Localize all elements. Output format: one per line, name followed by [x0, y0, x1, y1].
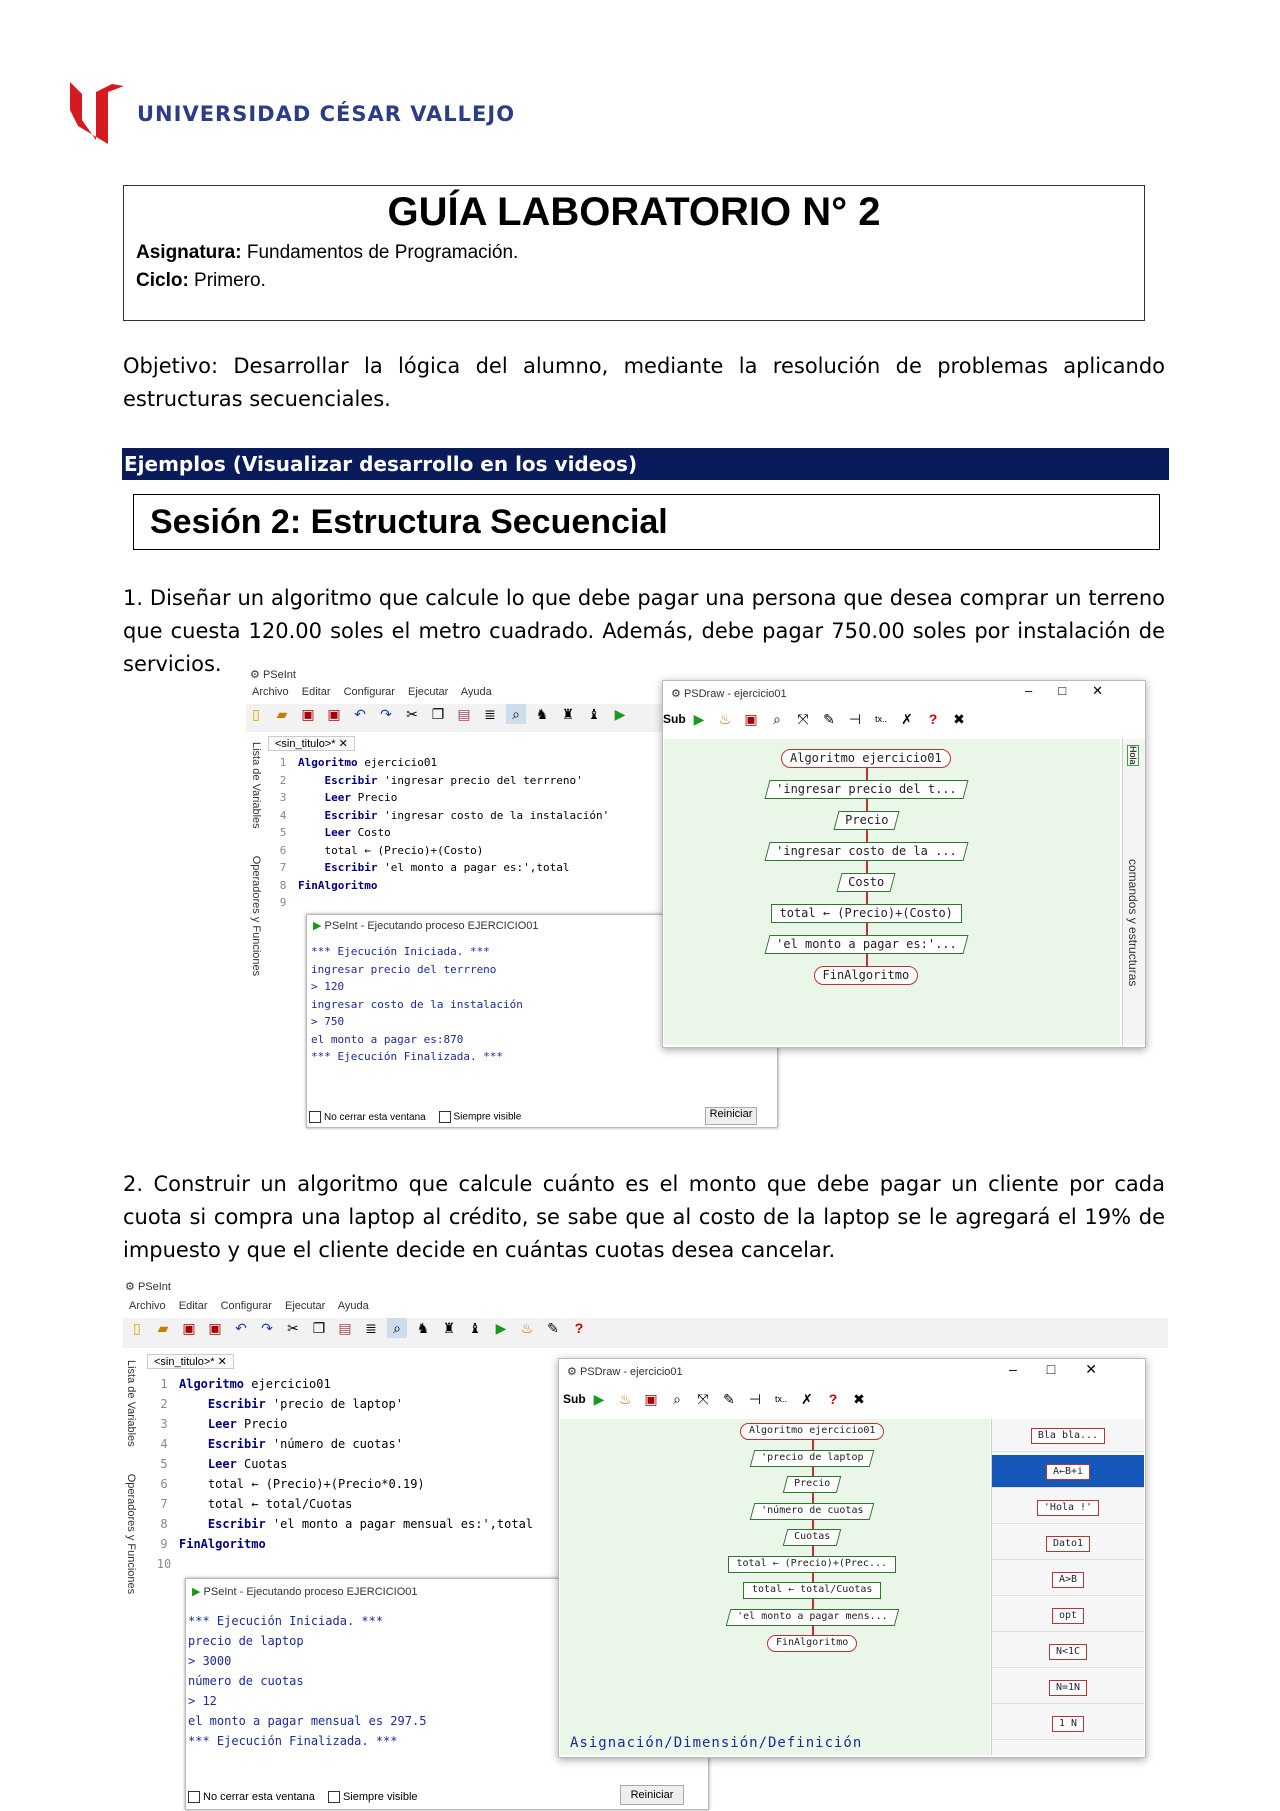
- help-icon[interactable]: ?: [828, 1391, 838, 1407]
- toolbar: [123, 1318, 1168, 1348]
- console-options: [309, 1111, 521, 1123]
- close-tab-icon[interactable]: ✕: [338, 738, 348, 750]
- flowchart-node[interactable]: [767, 1635, 857, 1652]
- variables-list-tab[interactable]: Lista de Variables: [250, 742, 262, 829]
- cycle-label: Ciclo:: [136, 270, 189, 291]
- flowchart-connector: [866, 768, 868, 780]
- console-line: *** Ejecución Finalizada. ***: [311, 1050, 504, 1063]
- console-line: *** Ejecución Iniciada. ***: [188, 1614, 384, 1628]
- flowchart-connector: [812, 1626, 814, 1636]
- code-text: Precio: [350, 791, 398, 804]
- palette-item-label: N<1C: [1049, 1644, 1087, 1660]
- line-number: 10: [156, 1557, 172, 1571]
- line-number: 6: [279, 843, 287, 857]
- paste-icon[interactable]: ▤: [338, 1320, 352, 1336]
- palette-item[interactable]: [992, 1671, 1144, 1704]
- code-keyword: FinAlgoritmo: [298, 878, 378, 892]
- code-text: ejercicio01: [357, 756, 438, 769]
- copy-icon[interactable]: ❐: [312, 1320, 326, 1336]
- menu-editar[interactable]: Editar: [301, 686, 331, 698]
- step-icon[interactable]: ♨: [520, 1320, 534, 1336]
- flowchart-connector: [812, 1493, 814, 1503]
- line-number: 4: [160, 1437, 168, 1451]
- flowchart-node-label: Algoritmo ejercicio01: [790, 751, 942, 765]
- palette-item[interactable]: [992, 1527, 1144, 1560]
- flowchart-node[interactable]: [750, 1450, 875, 1467]
- line-number: 5: [279, 826, 287, 839]
- flowchart-connector: [812, 1573, 814, 1583]
- always-visible-label: Siempre visible: [453, 1111, 522, 1123]
- flowchart-node-label: total ← (Precio)+(Costo): [779, 906, 953, 920]
- flowchart-node[interactable]: [740, 1423, 884, 1440]
- flowchart-connector: [812, 1520, 814, 1530]
- title-box: [123, 185, 1145, 321]
- no-close-label: No cerrar esta ventana: [324, 1111, 426, 1123]
- psdraw-app-icon: ⚙: [671, 688, 681, 700]
- menu-configurar[interactable]: Configurar: [220, 1300, 272, 1312]
- flowchart-connector: [866, 799, 868, 811]
- code-text: 'número de cuotas': [265, 1437, 403, 1451]
- step-icon[interactable]: ♨: [618, 1391, 632, 1407]
- close-icon[interactable]: ✕: [1092, 683, 1129, 698]
- pseint-title: PSeInt: [137, 1281, 171, 1293]
- code-text: 'el monto a pagar es:',total: [377, 861, 570, 874]
- code-keyword: FinAlgoritmo: [179, 1537, 266, 1551]
- flowchart-connector: [866, 923, 868, 935]
- code-keyword: Leer: [179, 1417, 237, 1431]
- section-banner: Ejemplos (Visualizar desarrollo en los videos): [122, 448, 1169, 480]
- console-line: ingresar precio del terrreno: [311, 962, 497, 976]
- redo-icon[interactable]: ↷: [261, 1320, 273, 1336]
- flowchart-node[interactable]: [771, 904, 962, 923]
- flowchart-connector: [866, 892, 868, 904]
- save-icon[interactable]: ▣: [182, 1320, 196, 1336]
- always-visible-label: Siempre visible: [342, 1790, 418, 1803]
- code-keyword: Escribir: [179, 1437, 266, 1451]
- flowchart-node[interactable]: [783, 1476, 842, 1493]
- flowchart-node-label: Precio: [844, 813, 888, 827]
- cut-icon[interactable]: ✂: [287, 1320, 299, 1336]
- psdraw-window-2: [558, 1358, 1146, 1758]
- institution-name: UNIVERSIDAD CÉSAR VALLEJO: [137, 102, 516, 126]
- text-icon[interactable]: tx..: [774, 1394, 787, 1404]
- palette-item[interactable]: [992, 1455, 1144, 1488]
- run-icon[interactable]: ▶: [593, 1391, 605, 1407]
- binoculars-icon[interactable]: ♞: [535, 706, 549, 722]
- help-icon[interactable]: ?: [928, 711, 938, 727]
- find-next-icon[interactable]: ♜: [561, 706, 575, 722]
- commands-panel-label[interactable]: comandos y estructuras: [1126, 859, 1140, 987]
- flowchart-node-label: 'precio de laptop: [761, 1451, 864, 1463]
- psdraw-window-1: [662, 680, 1146, 1048]
- flowchart-node-label: FinAlgoritmo: [822, 968, 910, 982]
- close-icon[interactable]: ✕: [1085, 1361, 1127, 1377]
- indent-icon[interactable]: ≣: [484, 706, 496, 722]
- menu-bar: [252, 686, 492, 698]
- cut-icon[interactable]: ⊣: [748, 1391, 762, 1407]
- subject-value: Fundamentos de Programación.: [241, 242, 519, 263]
- palette-item[interactable]: [992, 1707, 1144, 1740]
- flowchart-area: [560, 1419, 990, 1755]
- line-number: 2: [160, 1397, 168, 1411]
- line-number: 8: [160, 1517, 168, 1531]
- menu-editar[interactable]: Editar: [178, 1300, 208, 1312]
- operators-tab[interactable]: Operadores y Funciones: [250, 855, 262, 977]
- subject-label: Asignatura:: [136, 242, 242, 263]
- step-icon[interactable]: ♨: [718, 711, 732, 727]
- pseint-title: PSeInt: [262, 669, 296, 681]
- hola-icon[interactable]: Hola: [1128, 746, 1138, 765]
- console-title: PSeInt - Ejecutando proceso EJERCICIO01: [203, 1586, 418, 1598]
- console-line: *** Ejecución Iniciada. ***: [311, 945, 490, 958]
- close-diagram-icon[interactable]: ✖: [853, 1391, 865, 1407]
- cycle-line: [136, 270, 266, 292]
- exercise2-text: 2. Construir un algoritmo que calcule cuánto es el monto que debe pagar un cliente por cada cuota si compra una laptop al crédito, se sabe que al costo de la laptop se le agregará el 19% de impuesto y que el cliente decide en cuántas cuotas desea cancelar.: [123, 1172, 1165, 1262]
- line-number: 1: [160, 1377, 168, 1391]
- editor-tab[interactable]: [147, 1354, 234, 1369]
- flowchart-node-label: Costo: [848, 875, 885, 889]
- minimize-icon[interactable]: –: [1025, 683, 1059, 698]
- copy-icon[interactable]: ❐: [431, 706, 445, 722]
- console-output: [311, 943, 523, 1066]
- console-line: el monto a pagar mensual es 297.5: [188, 1714, 427, 1728]
- code-keyword: Escribir: [179, 1397, 266, 1411]
- psdraw-title-bar: [671, 687, 787, 700]
- search-icon[interactable]: ⌕: [387, 1318, 407, 1338]
- open-icon[interactable]: ▰: [157, 1320, 169, 1336]
- menu-archivo[interactable]: Archivo: [252, 686, 289, 698]
- code-keyword: Leer: [179, 1457, 237, 1471]
- fit-icon[interactable]: ⤧: [697, 1391, 709, 1407]
- flowchart-node-label: 'número de cuotas: [761, 1504, 864, 1516]
- no-close-checkbox[interactable]: [188, 1791, 200, 1803]
- console-line: > 750: [311, 1015, 345, 1028]
- menu-archivo[interactable]: Archivo: [129, 1300, 166, 1312]
- undo-icon[interactable]: ↶: [235, 1320, 247, 1336]
- psdraw-title-bar: [567, 1365, 683, 1378]
- code-text: total ← (Precio)+(Precio*0.19): [179, 1477, 425, 1491]
- palette-item[interactable]: [992, 1419, 1144, 1452]
- subject-line: [136, 242, 518, 264]
- flowchart-node[interactable]: [750, 1503, 875, 1520]
- pseint-title-bar: [250, 668, 296, 681]
- menu-configurar[interactable]: Configurar: [343, 686, 395, 698]
- paste-icon[interactable]: ▤: [457, 706, 471, 722]
- indent-icon[interactable]: ≣: [365, 1320, 377, 1336]
- code-keyword: Escribir: [298, 773, 378, 787]
- status-text: Asignación/Dimensión/Definición: [570, 1735, 863, 1751]
- palette-item-label: Bla bla...: [1031, 1428, 1105, 1444]
- console-title-bar: [313, 919, 539, 932]
- code-text: total ← total/Cuotas: [179, 1497, 353, 1511]
- palette-item[interactable]: [992, 1491, 1144, 1524]
- save-as-icon[interactable]: ▣: [327, 706, 341, 722]
- save-as-icon[interactable]: ▣: [208, 1320, 222, 1336]
- console-options: [188, 1791, 418, 1803]
- console-line: precio de laptop: [188, 1634, 304, 1648]
- palette-item-label: opt: [1052, 1608, 1084, 1624]
- pseint-app-icon: ⚙: [250, 669, 260, 681]
- flowchart-icon[interactable]: ✎: [547, 1320, 559, 1336]
- editor-tab-label: <sin_titulo>*: [275, 738, 336, 750]
- flowchart-node[interactable]: [728, 1556, 897, 1573]
- menu-ejecutar[interactable]: Ejecutar: [407, 686, 449, 698]
- code-keyword: Leer: [298, 826, 351, 839]
- code-keyword: Algoritmo: [298, 756, 358, 769]
- find-next-icon[interactable]: ♜: [442, 1320, 456, 1336]
- no-close-label: No cerrar esta ventana: [203, 1790, 315, 1803]
- zoom-icon[interactable]: ⌕: [673, 1391, 681, 1407]
- run-icon[interactable]: ▶: [693, 711, 705, 727]
- flowchart-node-label: Precio: [794, 1478, 831, 1489]
- flowchart-node-label: 'ingresar precio del t...: [775, 782, 957, 796]
- close-tab-icon[interactable]: ✕: [217, 1356, 227, 1368]
- menu-bar: [129, 1300, 369, 1312]
- console-title: PSeInt - Ejecutando proceso EJERCICIO01: [324, 920, 539, 932]
- pseint-app-icon: ⚙: [125, 1281, 135, 1293]
- palette-item-label: Dato1: [1046, 1536, 1090, 1552]
- flowchart-node-label: 'el monto a pagar es:'...: [775, 937, 957, 951]
- restart-button[interactable]: Reiniciar: [705, 1107, 757, 1125]
- line-number: 3: [279, 791, 287, 804]
- new-file-icon[interactable]: ▯: [252, 706, 260, 722]
- palette-item[interactable]: [992, 1563, 1144, 1596]
- flowchart-node-label: total ← (Precio)+(Prec...: [736, 1557, 888, 1569]
- new-file-icon[interactable]: ▯: [133, 1320, 141, 1336]
- code-text: Precio: [236, 1417, 288, 1431]
- cut-icon[interactable]: ✂: [406, 706, 418, 722]
- minimize-icon[interactable]: –: [1009, 1361, 1047, 1377]
- line-number: 5: [160, 1457, 168, 1471]
- flowchart-connector: [812, 1546, 814, 1556]
- replace-icon[interactable]: ♝: [468, 1320, 482, 1336]
- menu-ejecutar[interactable]: Ejecutar: [284, 1300, 326, 1312]
- cycle-value: Primero.: [188, 270, 266, 291]
- flowchart-node[interactable]: [781, 749, 951, 768]
- palette-panel: [991, 1419, 1144, 1755]
- console-line: > 3000: [188, 1654, 232, 1668]
- code-keyword: Algoritmo: [179, 1377, 245, 1391]
- flowchart-node-label: total ← total/Cuotas: [752, 1584, 873, 1595]
- console-line: > 120: [311, 980, 345, 993]
- university-logo-icon: [68, 80, 126, 146]
- code-text: Costo: [350, 826, 391, 839]
- line-number: 9: [160, 1537, 168, 1551]
- run-icon: ▶: [313, 920, 322, 932]
- code-text: 'ingresar costo de la instalación': [377, 808, 610, 822]
- flowchart-node-label: Algoritmo ejercicio01: [749, 1425, 876, 1436]
- flowchart-node[interactable]: [783, 1529, 842, 1546]
- always-visible-checkbox[interactable]: [328, 1791, 340, 1803]
- menu-ayuda[interactable]: Ayuda: [460, 686, 492, 698]
- console-title-bar: [192, 1585, 418, 1598]
- flowchart-connector: [812, 1599, 814, 1609]
- palette-item-label: A←B+i: [1046, 1464, 1090, 1480]
- code-keyword: Escribir: [298, 861, 378, 874]
- flowchart-node[interactable]: [764, 780, 968, 799]
- redo-icon[interactable]: ↷: [380, 706, 392, 722]
- code-keyword: Leer: [298, 791, 351, 804]
- code-text: 'el monto a pagar mensual es:',total: [265, 1517, 534, 1531]
- always-visible-checkbox[interactable]: [439, 1111, 451, 1123]
- run-icon[interactable]: ▶: [495, 1320, 507, 1336]
- fit-icon[interactable]: ⤧: [797, 711, 809, 727]
- psdraw-toolbar: [663, 709, 1145, 735]
- flowchart-node[interactable]: [764, 842, 968, 861]
- exercise1-text: 1. Diseñar un algoritmo que calcule lo que debe pagar una persona que desea comprar un terreno que cuesta 120.00 soles el metro cuadrado. Además, debe pagar 750.00 soles por instalación de servicios.: [123, 586, 1165, 676]
- console-line: ingresar costo de la instalación: [311, 997, 523, 1011]
- console-output: [188, 1611, 426, 1751]
- sub-icon[interactable]: Sub: [663, 712, 686, 726]
- flowchart-node[interactable]: [725, 1609, 898, 1626]
- operators-tab[interactable]: Operadores y Funciones: [125, 1473, 137, 1595]
- window-controls: [1025, 683, 1129, 699]
- palette-item-label: 1 N: [1052, 1716, 1084, 1732]
- line-number: 9: [279, 896, 287, 909]
- replace-icon[interactable]: ♝: [587, 706, 601, 722]
- line-number: 8: [279, 878, 287, 892]
- editor-tab-label: <sin_titulo>*: [154, 1356, 215, 1368]
- flowchart-node-label: FinAlgoritmo: [776, 1637, 849, 1648]
- code-text: 'ingresar precio del terrreno': [377, 773, 583, 787]
- editor-tab[interactable]: [268, 736, 355, 751]
- save-icon[interactable]: ▣: [301, 706, 315, 722]
- erase-icon[interactable]: ✗: [901, 711, 913, 727]
- save-icon[interactable]: ▣: [744, 711, 758, 727]
- line-number: 2: [279, 773, 287, 787]
- line-number: 1: [279, 756, 287, 769]
- text-icon[interactable]: tx..: [874, 714, 887, 724]
- flowchart-connector: [866, 861, 868, 873]
- code-text: 'precio de laptop': [265, 1397, 403, 1411]
- line-number: 7: [160, 1497, 168, 1511]
- objective-paragraph: Objetivo: Desarrollar la lógica del alumno, mediante la resolución de problemas aplicando estructuras secuenciales.: [123, 354, 1165, 411]
- line-number: 4: [279, 808, 287, 822]
- flowchart-connector: [812, 1440, 814, 1450]
- psdraw-toolbar: [563, 1389, 1143, 1415]
- help-icon[interactable]: ?: [574, 1320, 584, 1336]
- psdraw-title: PSDraw - ejercicio01: [579, 1366, 683, 1378]
- line-number: 6: [160, 1477, 168, 1491]
- pseint-title-bar: [125, 1280, 171, 1293]
- sidebar-vertical: [250, 742, 262, 1112]
- line-number: 3: [160, 1417, 168, 1431]
- comments-icon[interactable]: ✎: [723, 1391, 735, 1407]
- flowchart-node-label: 'el monto a pagar mens...: [736, 1610, 888, 1622]
- code-text: Cuotas: [236, 1457, 288, 1471]
- run-icon: ▶: [192, 1586, 201, 1598]
- flowchart-node[interactable]: [814, 966, 919, 985]
- comments-icon[interactable]: ✎: [823, 711, 835, 727]
- menu-ayuda[interactable]: Ayuda: [337, 1300, 369, 1312]
- flowchart-node[interactable]: [836, 873, 895, 892]
- palette-item[interactable]: [992, 1635, 1144, 1668]
- erase-icon[interactable]: ✗: [801, 1391, 813, 1407]
- console-line: *** Ejecución Finalizada. ***: [188, 1734, 398, 1748]
- flowchart-connector: [866, 954, 868, 966]
- code-keyword: Escribir: [298, 808, 378, 822]
- binoculars-icon[interactable]: ♞: [416, 1320, 430, 1336]
- variables-list-tab[interactable]: Lista de Variables: [125, 1360, 137, 1447]
- flowchart-connector: [812, 1467, 814, 1477]
- close-diagram-icon[interactable]: ✖: [953, 711, 965, 727]
- flowchart-node-label: 'ingresar costo de la ...: [775, 844, 957, 858]
- code-text: ejercicio01: [244, 1377, 331, 1391]
- code-text: total ← (Precio)+(Costo): [298, 843, 484, 857]
- palette-item-label: N=1N: [1049, 1680, 1087, 1696]
- flowchart-area: [664, 739, 1120, 1045]
- maximize-icon[interactable]: □: [1046, 1361, 1086, 1377]
- cut-icon[interactable]: ⊣: [848, 711, 862, 727]
- maximize-icon[interactable]: □: [1058, 683, 1093, 698]
- session-heading: Sesión 2: Estructura Secuencial: [133, 494, 1160, 550]
- console-line: > 12: [188, 1694, 217, 1708]
- flowchart-node[interactable]: [743, 1582, 881, 1599]
- open-icon[interactable]: ▰: [276, 706, 288, 722]
- no-close-checkbox[interactable]: [309, 1111, 321, 1123]
- sidebar-vertical: [125, 1360, 137, 1790]
- flowchart-connector: [866, 830, 868, 842]
- sub-icon[interactable]: Sub: [563, 1392, 586, 1406]
- zoom-icon[interactable]: ⌕: [773, 711, 781, 727]
- console-line: número de cuotas: [188, 1674, 304, 1688]
- undo-icon[interactable]: ↶: [354, 706, 366, 722]
- page-title: GUÍA LABORATORIO N° 2: [387, 190, 881, 234]
- flowchart-node[interactable]: [764, 935, 968, 954]
- search-icon[interactable]: ⌕: [506, 704, 526, 724]
- psdraw-title: PSDraw - ejercicio01: [683, 688, 787, 700]
- code-keyword: Escribir: [179, 1517, 266, 1531]
- save-icon[interactable]: ▣: [644, 1391, 658, 1407]
- commands-panel: [1122, 739, 1145, 1045]
- palette-item[interactable]: [992, 1599, 1144, 1632]
- restart-button[interactable]: Reiniciar: [620, 1785, 684, 1805]
- line-number: 7: [279, 861, 287, 874]
- palette-item-label: A>B: [1052, 1572, 1084, 1588]
- psdraw-app-icon: ⚙: [567, 1366, 577, 1378]
- window-controls: [1009, 1361, 1127, 1378]
- run-icon[interactable]: ▶: [614, 706, 626, 722]
- console-line: el monto a pagar es:870: [311, 1032, 464, 1046]
- flowchart-node-label: Cuotas: [794, 1531, 831, 1542]
- flowchart-node[interactable]: [833, 811, 899, 830]
- palette-item-label: 'Hola !': [1037, 1500, 1099, 1516]
